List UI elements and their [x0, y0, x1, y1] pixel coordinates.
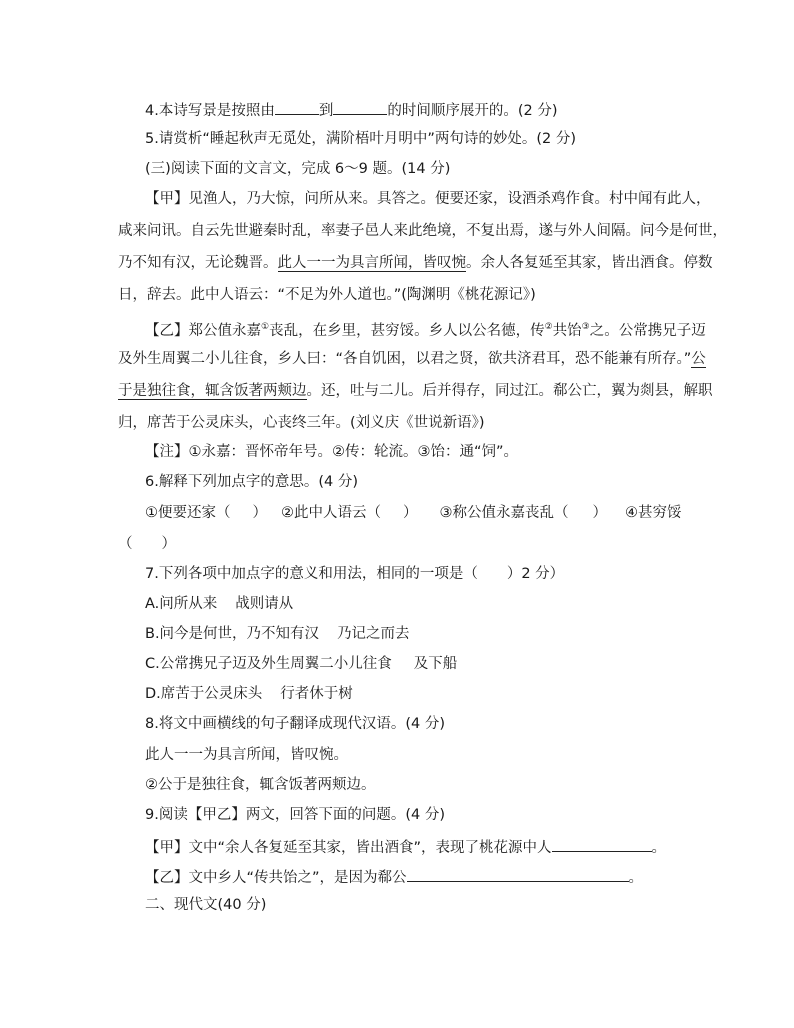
passage-jia-line: 【甲】见渔人，乃大惊，问所从来。具答之。便要还家，设酒杀鸡作食。村中闻有此人，: [145, 191, 711, 207]
footnote-marker: ①: [261, 322, 270, 332]
option-b[interactable]: B.问今是何世，乃不知有汉 乃记之而去: [145, 626, 410, 642]
question-6: 6.解释下列加点字的意思。(4 分): [145, 474, 358, 490]
q9-part-a: 【甲】文中“余人各复延至其家，皆出酒食”，表现了桃花源中人 。: [145, 836, 666, 858]
footnote-marker: ②: [544, 322, 553, 332]
option-c[interactable]: C.公常携兄子迈及外生周翼二小儿往食 及下船: [145, 656, 458, 672]
q6-tail-blank[interactable]: （ ）: [118, 536, 176, 552]
passage-jia-line: 日，辞去。此中人语云：“不足为外人道也。”(陶渊明《桃花源记》): [118, 287, 536, 303]
footnote-marker: ③: [581, 322, 590, 332]
q8-sentence-2: ②公于是独往食，辄含饭著两颊边。: [145, 777, 376, 793]
passage-jia-line: 咸来问讯。自云先世避秦时乱，率妻子邑人来此绝境，不复出焉，遂与外人间隔。问今是何世，: [118, 223, 727, 239]
passage-label: 【甲】: [145, 191, 189, 207]
answer-blank[interactable]: [275, 99, 319, 115]
question-4: [145, 99, 558, 121]
question-8: 8.将文中画横线的句子翻译成现代汉语。(4 分): [145, 716, 445, 732]
answer-blank[interactable]: [333, 99, 387, 115]
option-d[interactable]: D.席苦于公灵床头 行者休于树: [145, 686, 353, 702]
q4-prefix: 4.本诗写景是按照由: [145, 103, 275, 119]
underlined-sentence: 公: [691, 351, 706, 367]
passage-yi-line: 及外生周翼二小儿往食，乡人曰：“各自饥困，以君之贤，欲共济君耳，恐不能兼有所存。”公: [118, 351, 706, 367]
section-heading: 二、现代文(40 分): [145, 897, 267, 913]
option-a[interactable]: A.问所从来 战则请从: [145, 596, 294, 612]
q6-items: ①便要还家（ ） ②此中人语云（ ） ③称公值永嘉丧乱（ ） ④甚穷馁: [145, 505, 682, 521]
answer-blank[interactable]: [407, 866, 629, 882]
passage-label: 【乙】: [145, 322, 189, 339]
answer-blank[interactable]: [552, 836, 652, 852]
passage-jia-line: 乃不知有汉，无论魏晋。此人一一为具言所闻，皆叹惋。余人各复延至其家，皆出酒食。停数: [118, 255, 713, 271]
question-9: 9.阅读【甲乙】两文，回答下面的问题。(4 分): [145, 807, 445, 823]
q8-sentence-1: 此人一一为具言所闻，皆叹惋。: [145, 747, 348, 763]
question-5: 5.请赏析“睡起秋声无觅处，满阶梧叶月明中”两句诗的妙处。(2 分): [145, 131, 577, 147]
passage-yi-line: 归，席苦于公灵床头，心丧终三年。(刘义庆《世说新语》): [118, 415, 485, 431]
passage-yi-line: 【乙】郑公值永嘉①丧乱，在乡里，甚穷馁。乡人以公名德，传②共饴③之。公常携兄子迈: [145, 322, 706, 339]
q9-part-b: 【乙】文中乡人“传共饴之”，是因为郗公 。: [145, 866, 643, 888]
question-7: 7.下列各项中加点字的意义和用法，相同的一项是（ ）2 分）: [145, 566, 565, 582]
footnote: 【注】①永嘉：晋怀帝年号。②传：轮流。③饴：通“饲”。: [145, 444, 519, 460]
section-heading: (三)阅读下面的文言文，完成 6～9 题。(14 分): [145, 161, 451, 177]
q4-mid: 到: [318, 103, 334, 119]
q4-suffix: 的时间顺序展开的。(2 分): [387, 103, 558, 119]
underlined-sentence: 此人一一为具言所闻，皆叹惋: [277, 255, 466, 271]
underlined-sentence: 于是独往食，辄含饭著两颊边: [118, 383, 307, 399]
passage-yi-line: 于是独往食，辄含饭著两颊边。还，吐与二儿。后并得存，同过江。郗公亡，翼为剡县，解职: [118, 383, 713, 399]
